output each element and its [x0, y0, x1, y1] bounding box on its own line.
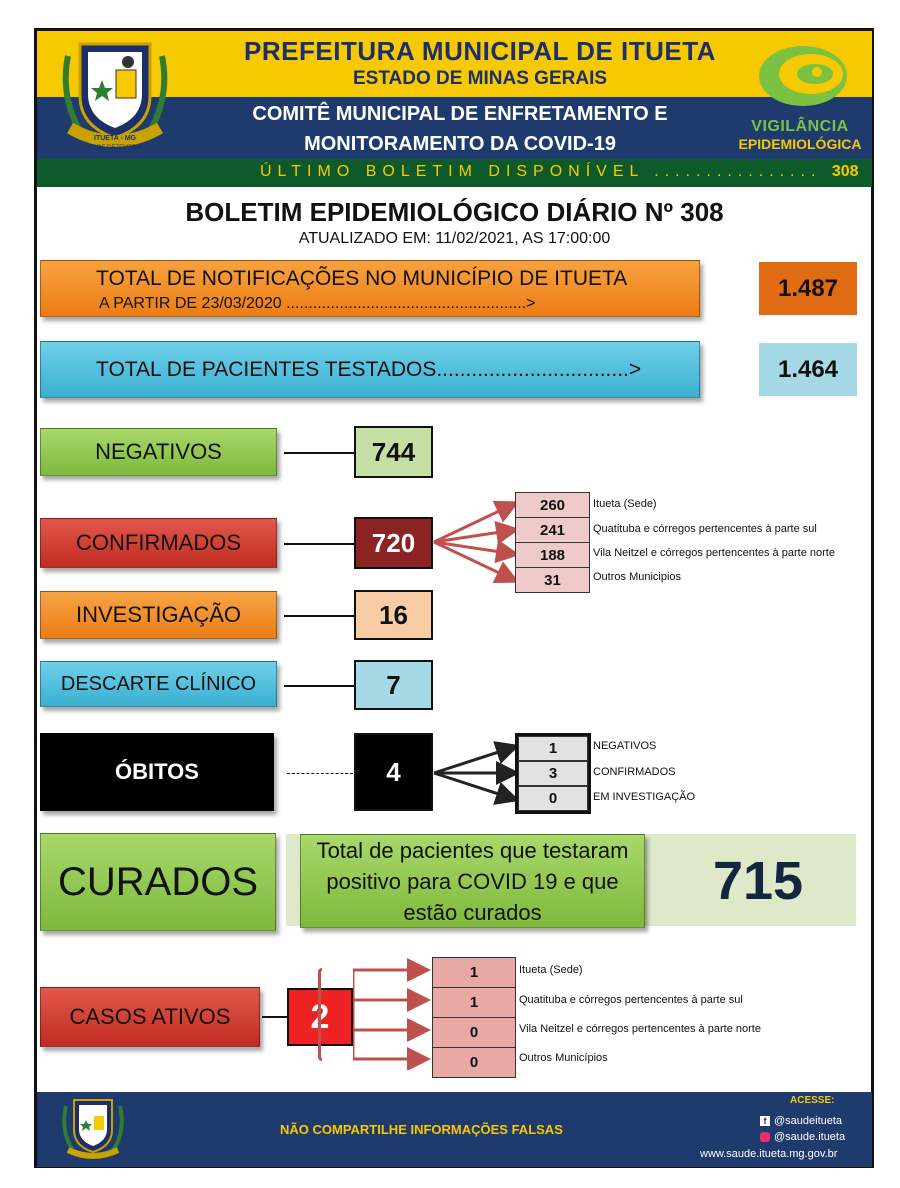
deaths-cell-investigation: 0	[518, 786, 588, 811]
clinical-discard-connector	[284, 685, 354, 687]
footer-instagram[interactable]	[760, 1131, 845, 1143]
seal-date: 27 DE DEZEMBRO	[88, 145, 142, 151]
deaths-status-confirmed: CONFIRMADOS	[593, 766, 676, 778]
active-place-neitzel: Vila Neitzel e córregos pertencentes à parte norte	[519, 1023, 761, 1035]
logo-epidemiologica-text: EPIDEMIOLÓGICA	[738, 136, 862, 152]
deaths-cell-negative: 1	[518, 736, 588, 761]
negatives-value: 744	[354, 426, 433, 478]
footer-warning: NÃO COMPARTILHE INFORMAÇÕES FALSAS	[280, 1122, 563, 1137]
confirmed-cell-quatituba: 241	[515, 518, 590, 543]
active-breakdown	[432, 957, 516, 1078]
investigation-connector	[284, 615, 354, 617]
footer-access: ACESSE:	[790, 1095, 835, 1106]
logo-vigilancia-text: VIGILÂNCIA	[751, 118, 849, 135]
confirmed-label: CONFIRMADOS	[40, 518, 277, 568]
facebook-icon: f	[760, 1116, 770, 1126]
clinical-discard-label: DESCARTE CLÍNICO	[40, 661, 277, 707]
header-state: ESTADO DE MINAS GERAIS	[352, 68, 608, 89]
active-cell-quatituba: 1	[432, 988, 516, 1018]
active-place-outros: Outros Municípios	[519, 1052, 608, 1064]
committee-line-1: COMITÊ MUNICIPAL DE ENFRETAMENTO E	[252, 103, 668, 125]
investigation-value: 16	[354, 590, 433, 640]
confirmed-value: 720	[354, 517, 433, 569]
active-connector	[262, 1016, 287, 1018]
recovered-description: Total de pacientes que testaram positivo para COVID 19 e que estão curados	[300, 834, 645, 928]
header-committee	[160, 99, 760, 159]
last-bulletin-bar	[260, 163, 860, 181]
recovered-label: CURADOS	[40, 833, 276, 931]
bulletin-title: BOLETIM EPIDEMIOLÓGICO DIÁRIO Nº 308	[185, 197, 724, 227]
footer-seal-icon	[58, 1096, 128, 1162]
confirmed-connector	[284, 543, 354, 545]
notifications-line-1: TOTAL DE NOTIFICAÇÕES NO MUNICÍPIO DE ITUETA	[96, 267, 628, 290]
recovered-value: 715	[712, 851, 804, 911]
confirmed-cell-outros: 31	[515, 568, 590, 593]
active-arrows	[353, 958, 433, 1070]
active-cell-sede: 1	[432, 957, 516, 988]
active-label: CASOS ATIVOS	[40, 987, 260, 1047]
deaths-status-negative: NEGATIVOS	[593, 740, 657, 752]
deaths-arrows	[432, 735, 520, 811]
confirmed-cell-sede: 260	[515, 492, 590, 518]
negatives-label: NEGATIVOS	[40, 428, 277, 476]
tested-box	[40, 341, 700, 398]
active-cell-outros: 0	[432, 1048, 516, 1078]
bulletin-updated: ATUALIZADO EM: 11/02/2021, AS 17:00:00	[298, 230, 611, 247]
deaths-breakdown	[515, 733, 591, 814]
tested-value: 1.464	[759, 343, 857, 396]
active-bracket	[318, 968, 322, 1061]
vigilancia-logo-icon	[745, 34, 860, 124]
deaths-value: 4	[354, 733, 433, 811]
tested-label: TOTAL DE PACIENTES TESTADOS.................................>	[96, 358, 642, 381]
last-bulletin-label: ÚLTIMO BOLETIM DISPONÍVEL ................	[260, 163, 822, 180]
footer-facebook[interactable]	[760, 1115, 842, 1127]
facebook-handle: @saudeitueta	[774, 1115, 843, 1127]
footer-website[interactable]: www.saude.itueta.mg.gov.br	[700, 1148, 838, 1160]
notifications-box	[40, 260, 700, 317]
investigation-label: INVESTIGAÇÃO	[40, 591, 277, 639]
notifications-line-2: A PARTIR DE 23/03/2020 ......................................................>	[99, 295, 536, 312]
confirmed-arrows	[432, 494, 522, 590]
confirmed-place-quatituba: Quatituba e córregos pertencentes à parte sul	[593, 523, 817, 535]
instagram-icon	[760, 1132, 770, 1142]
last-bulletin-number: 308	[831, 163, 859, 180]
instagram-handle: @saude.itueta	[774, 1131, 846, 1143]
confirmed-place-sede: Itueta (Sede)	[593, 498, 657, 510]
seal-text: ITUETA - MG	[94, 135, 136, 142]
deaths-connector	[287, 773, 353, 774]
active-place-sede: Itueta (Sede)	[519, 964, 583, 976]
confirmed-place-outros: Outros Municipios	[593, 571, 682, 583]
committee-line-2: MONITORAMENTO DA COVID-19	[304, 133, 616, 155]
confirmed-cell-neitzel: 188	[515, 543, 590, 568]
deaths-status-investigation: EM INVESTIGAÇÃO	[593, 791, 696, 803]
deaths-cell-confirmed: 3	[518, 761, 588, 786]
confirmed-breakdown	[515, 492, 590, 593]
clinical-discard-value: 7	[354, 660, 433, 710]
active-place-quatituba: Quatituba e córregos pertencentes à parte sul	[519, 994, 743, 1006]
notifications-value: 1.487	[759, 262, 857, 315]
active-value: 2	[287, 988, 353, 1046]
confirmed-place-neitzel: Vila Neitzel e córregos pertencentes à parte norte	[593, 547, 835, 559]
active-cell-neitzel: 0	[432, 1018, 516, 1048]
header-title: PREFEITURA MUNICIPAL DE ITUETA	[244, 36, 716, 66]
negatives-connector	[284, 452, 354, 454]
deaths-label: ÓBITOS	[40, 733, 274, 811]
